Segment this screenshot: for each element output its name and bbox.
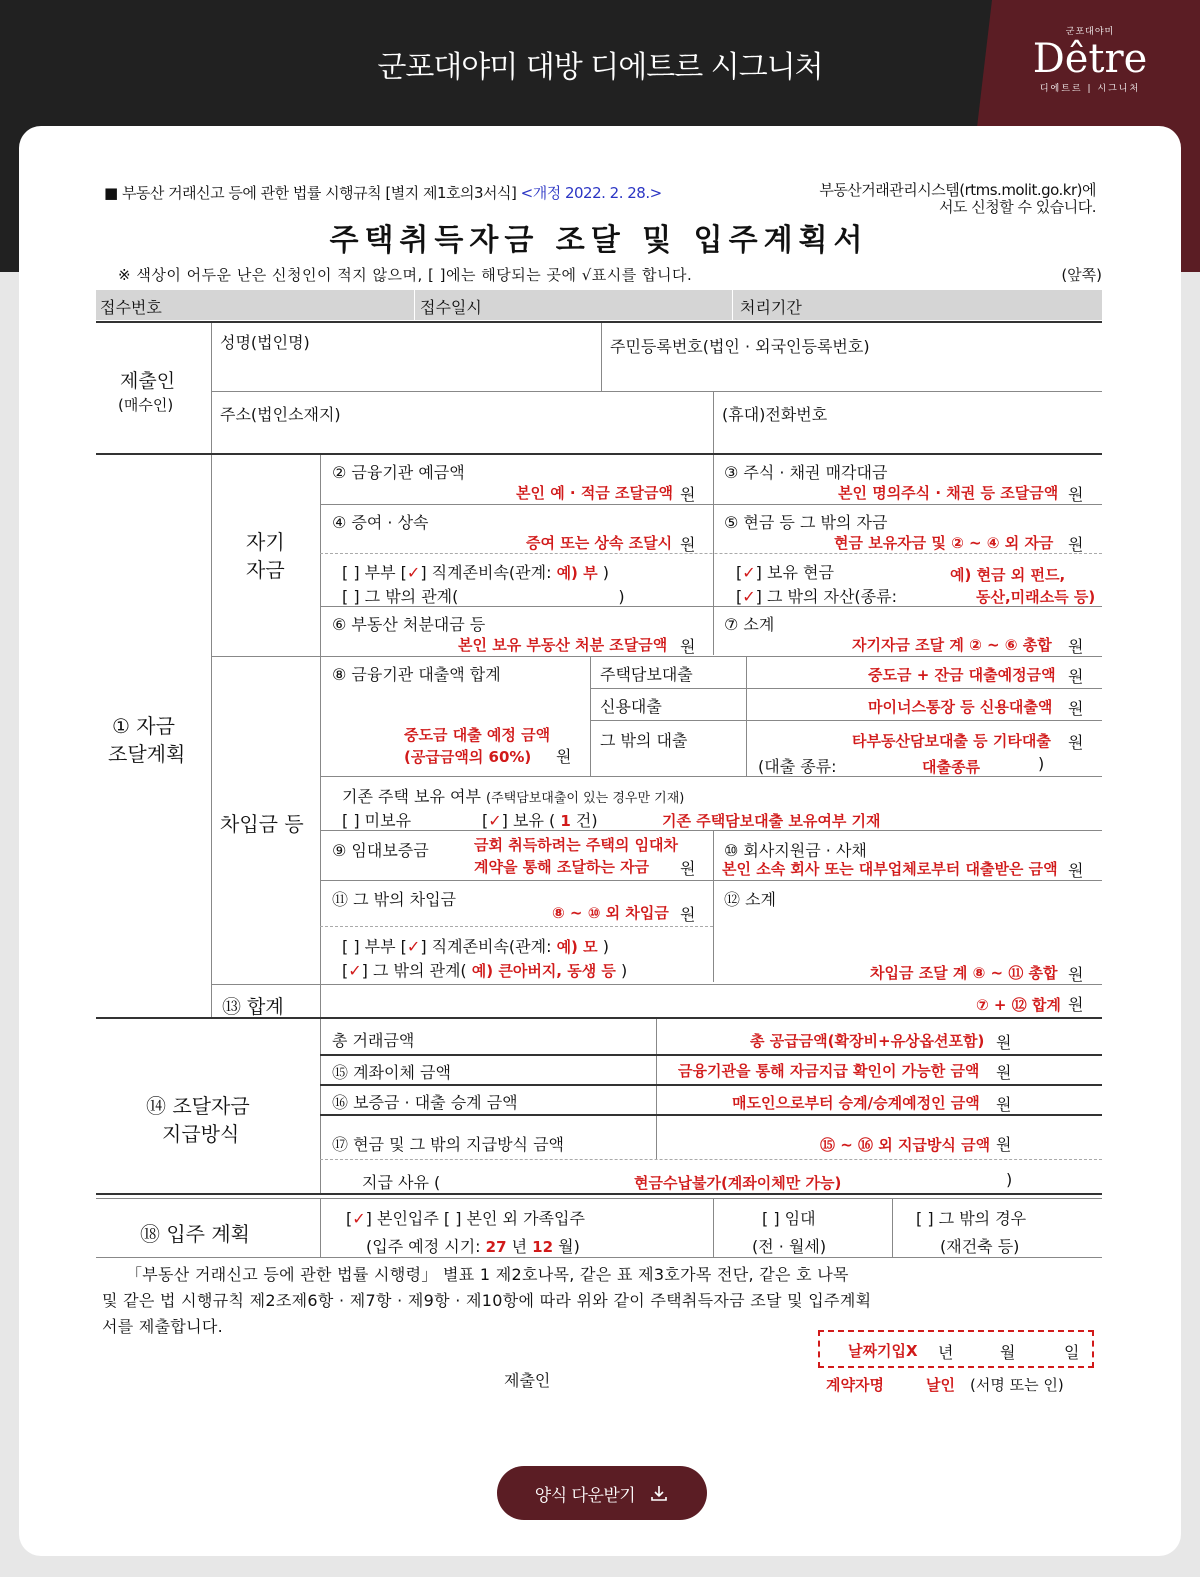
phone-field[interactable]: (휴대)전화번호 bbox=[722, 405, 828, 424]
other-borrow-value: ⑧ ~ ⑩ 외 차입금 bbox=[552, 904, 669, 922]
gift-label: ④ 증여 · 상속 bbox=[332, 513, 429, 532]
lease-label: ⑨ 임대보증금 bbox=[332, 841, 429, 860]
contract-name: 계약자명 bbox=[826, 1376, 884, 1394]
won-unit: 원 bbox=[996, 1033, 1012, 1052]
other-loan-value: 타부동산담보대출 등 기타대출 bbox=[852, 732, 1051, 750]
receipt-number: 접수번호 bbox=[100, 298, 162, 317]
gift-value: 증여 또는 상속 조달시 bbox=[526, 534, 673, 552]
total-label: ⑬ 합계 bbox=[222, 996, 284, 1018]
ob-option-1[interactable]: [ ] 부부 [✓] 직계존비속(관계: 예) 모 ) bbox=[342, 937, 609, 956]
loan-type: (대출 종류: bbox=[758, 757, 837, 776]
move-in-label: ⑱ 입주 계획 bbox=[140, 1222, 250, 1246]
won-unit: 원 bbox=[1068, 733, 1084, 752]
subtotal2-label: ⑫ 소계 bbox=[724, 890, 776, 909]
sign-note: (서명 또는 인) bbox=[970, 1376, 1064, 1394]
company-label: ⑩ 회사지원금 · 사채 bbox=[724, 841, 867, 860]
page-title: 군포대야미 대방 디에트르 시그니처 bbox=[377, 50, 823, 85]
won-unit: 원 bbox=[996, 1135, 1012, 1154]
close-paren: ) bbox=[1006, 1170, 1013, 1189]
transfer-label: ⑮ 계좌이체 금액 bbox=[332, 1063, 451, 1082]
brand-wordmark: Dêtre bbox=[1032, 36, 1148, 82]
own-funds-label-2: 자금 bbox=[246, 558, 285, 582]
brand-logo bbox=[1020, 24, 1160, 94]
won-unit: 원 bbox=[1068, 637, 1084, 656]
won-unit: 원 bbox=[1068, 699, 1084, 718]
fund-plan-label-2: 조달계획 bbox=[108, 742, 186, 766]
transfer-value: 금융기관을 통해 자금지급 확인이 가능한 금액 bbox=[678, 1062, 980, 1080]
assume-label: ⑯ 보증금 · 대출 승계 금액 bbox=[332, 1093, 518, 1112]
own-note: 기존 주택담보대출 보유여부 기재 bbox=[662, 812, 881, 830]
loans-value-1: 중도금 대출 예정 금액 bbox=[404, 726, 551, 744]
date-label: 날짜기입X bbox=[848, 1342, 918, 1360]
form-table bbox=[96, 290, 1102, 1394]
other-case-option[interactable]: [ ] 그 밖의 경우 bbox=[916, 1209, 1027, 1228]
won-unit: 원 bbox=[680, 535, 696, 554]
won-unit: 원 bbox=[1068, 667, 1084, 686]
form-title: 주택취득자금 조달 및 입주계획서 bbox=[329, 223, 869, 258]
submitter-sign-label: 제출인 bbox=[504, 1371, 551, 1390]
company-value: 본인 소속 회사 또는 대부업체로부터 대출받은 금액 bbox=[722, 860, 1058, 878]
cash-label: ⑤ 현금 등 그 밖의 자금 bbox=[724, 513, 888, 532]
ob-option-2[interactable]: [✓] 그 밖의 관계( 예) 큰아버지, 동생 등 ) bbox=[342, 961, 628, 980]
deposits-value: 본인 예 · 적금 조달금액 bbox=[516, 484, 673, 502]
existing-home: 기존 주택 보유 여부 (주택담보대출이 있는 경우만 기재) bbox=[342, 787, 685, 806]
reason-value: 현금수납불가(계좌이체만 가능) bbox=[634, 1174, 842, 1192]
cash-option-2[interactable]: [✓] 그 밖의 자산(종류: bbox=[736, 587, 897, 606]
form-header bbox=[96, 178, 1102, 286]
cash-option-2-value: 동산,미래소득 등) bbox=[976, 588, 1096, 606]
rent-sub: (전 · 월세) bbox=[752, 1237, 827, 1256]
revision-date: <개정 2022. 2. 28.> bbox=[520, 184, 662, 202]
gift-option-1[interactable]: [ ] 부부 [✓] 직계존비속(관계: 예) 부 ) bbox=[342, 563, 609, 582]
cash-pay-label: ⑰ 현금 및 그 밖의 지급방식 금액 bbox=[332, 1135, 564, 1154]
seal-label: 날인 bbox=[926, 1376, 955, 1394]
download-icon bbox=[649, 1483, 669, 1503]
cash-pay-value: ⑮ ~ ⑯ 외 지급방식 금액 bbox=[820, 1136, 991, 1154]
download-button-label: 양식 다운받기 bbox=[534, 1485, 636, 1506]
won-unit: 원 bbox=[680, 905, 696, 924]
payment-label: ⑭ 조달자금 bbox=[146, 1094, 250, 1118]
lease-value-2: 계약을 통해 조달하는 자금 bbox=[474, 858, 650, 876]
loan-type-value: 대출종류 bbox=[922, 758, 980, 776]
credit-value: 마이너스통장 등 신용대출액 bbox=[868, 698, 1053, 716]
lease-value-1: 금회 취득하려는 주택의 임대차 bbox=[474, 836, 679, 854]
won-unit: 원 bbox=[556, 747, 572, 766]
realestate-label: ⑥ 부동산 처분대금 등 bbox=[332, 615, 486, 634]
receipt-date: 접수일시 bbox=[420, 298, 482, 317]
not-own-option[interactable]: [ ] 미보유 bbox=[342, 811, 412, 830]
won-unit: 원 bbox=[996, 1095, 1012, 1114]
processing-period: 처리기간 bbox=[740, 298, 802, 317]
download-button[interactable] bbox=[497, 1466, 707, 1520]
won-unit: 원 bbox=[680, 637, 696, 656]
declaration-2: 및 같은 법 시행규칙 제2조제6항 · 제7항 · 제9항 · 제10항에 따라 위와 같이 주택취득자금 조달 및 입주계획 bbox=[102, 1291, 872, 1310]
gift-option-2[interactable]: [ ] 그 밖의 관계( ) bbox=[342, 587, 625, 606]
loans-value-2: (공급금액의 60%) bbox=[404, 748, 532, 766]
rrn-field[interactable]: 주민등록번호(법인 · 외국인등록번호) bbox=[610, 337, 870, 356]
assume-value: 매도인으로부터 승계/승계예정인 금액 bbox=[732, 1094, 980, 1112]
total-value: ⑦ + ⑫ 합계 bbox=[976, 996, 1061, 1014]
law-reference: ■ 부동산 거래신고 등에 관한 법률 시행규칙 [별지 제1호의3서식] <개정 2022. 2. 28.> bbox=[104, 184, 662, 202]
brand-sub: 디에트르 | 시그니처 bbox=[1039, 84, 1141, 94]
realestate-value: 본인 보유 부동산 처분 조달금액 bbox=[458, 636, 668, 654]
cash-option-1[interactable]: [✓] 보유 현금 bbox=[736, 563, 834, 582]
won-unit: 원 bbox=[1068, 861, 1084, 880]
credit-label: 신용대출 bbox=[600, 697, 662, 716]
subtotal2-value: 차입금 조달 계 ⑧ ~ ⑪ 총합 bbox=[870, 964, 1058, 982]
system-note: 부동산거래관리시스템(rtms.molit.go.kr)에 서도 신청할 수 있습니다. bbox=[819, 181, 1096, 216]
submitter-label: 제출인 bbox=[120, 370, 176, 392]
move-date: (입주 예정 시기: 27 년 12 월) bbox=[366, 1237, 580, 1256]
cash-option-1-value: 예) 현금 외 펀드, bbox=[950, 566, 1066, 584]
fund-plan-label: ① 자금 bbox=[112, 714, 175, 738]
stocks-value: 본인 명의주식 · 채권 등 조달금액 bbox=[838, 484, 1059, 502]
subtotal1-value: 자기자금 조달 계 ② ~ ⑥ 총합 bbox=[852, 636, 1052, 654]
brand-small: 군포대야미 bbox=[1065, 27, 1115, 37]
cash-value: 현금 보유자금 및 ② ~ ④ 외 자금 bbox=[834, 534, 1054, 552]
own-funds-label: 자기 bbox=[246, 530, 285, 554]
self-move-option[interactable]: [✓] 본인입주 [ ] 본인 외 가족입주 bbox=[346, 1209, 585, 1228]
name-field[interactable]: 성명(법인명) bbox=[220, 333, 310, 352]
other-loan-label: 그 밖의 대출 bbox=[600, 731, 688, 750]
won-unit: 원 bbox=[1068, 965, 1084, 984]
stocks-label: ③ 주식 · 채권 매각대금 bbox=[724, 463, 888, 482]
won-unit: 원 bbox=[680, 485, 696, 504]
payment-label-2: 지급방식 bbox=[162, 1122, 240, 1146]
deposits-label: ② 금융기관 예금액 bbox=[332, 463, 465, 482]
declaration-1: 「부동산 거래신고 등에 관한 법률 시행령」 별표 1 제2호나목, 같은 표 제3호가목 전단, 같은 호 나목 bbox=[126, 1265, 849, 1284]
won-unit: 원 bbox=[680, 859, 696, 878]
year-label: 년 bbox=[938, 1343, 954, 1362]
total-deal-value: 총 공급금액(확장비+유상옵션포함) bbox=[750, 1032, 985, 1050]
submitter-sub: (매수인) bbox=[118, 396, 174, 414]
borrowed-label: 차입금 등 bbox=[220, 812, 304, 836]
close-paren: ) bbox=[1038, 754, 1045, 773]
total-deal-label: 총 거래금액 bbox=[332, 1031, 415, 1050]
mortgage-label: 주택담보대출 bbox=[600, 665, 693, 684]
rent-option[interactable]: [ ] 임대 bbox=[762, 1209, 816, 1228]
won-unit: 원 bbox=[1068, 995, 1084, 1014]
won-unit: 원 bbox=[1068, 535, 1084, 554]
won-unit: 원 bbox=[996, 1063, 1012, 1082]
won-unit: 원 bbox=[1068, 485, 1084, 504]
declaration-3: 서를 제출합니다. bbox=[102, 1317, 224, 1336]
loans-label: ⑧ 금융기관 대출액 합계 bbox=[332, 665, 501, 684]
own-option[interactable]: [✓] 보유 ( 1 건) bbox=[482, 811, 598, 830]
subtotal1-label: ⑦ 소계 bbox=[724, 615, 775, 634]
mortgage-value: 중도금 + 잔금 대출예정금액 bbox=[868, 666, 1056, 684]
month-label: 월 bbox=[1000, 1343, 1016, 1362]
other-case-sub: (재건축 등) bbox=[940, 1237, 1020, 1256]
address-field[interactable]: 주소(법인소재지) bbox=[220, 405, 341, 424]
form-notice: ※ 색상이 어두운 난은 신청인이 적지 않으며, [ ]에는 해당되는 곳에 √표시를 합니다. bbox=[118, 266, 693, 284]
other-borrow-label: ⑪ 그 밖의 차입금 bbox=[332, 890, 456, 909]
reason-label: 지급 사유 ( bbox=[362, 1173, 441, 1192]
day-label: 일 bbox=[1064, 1343, 1080, 1362]
side-label: (앞쪽) bbox=[1061, 266, 1102, 284]
